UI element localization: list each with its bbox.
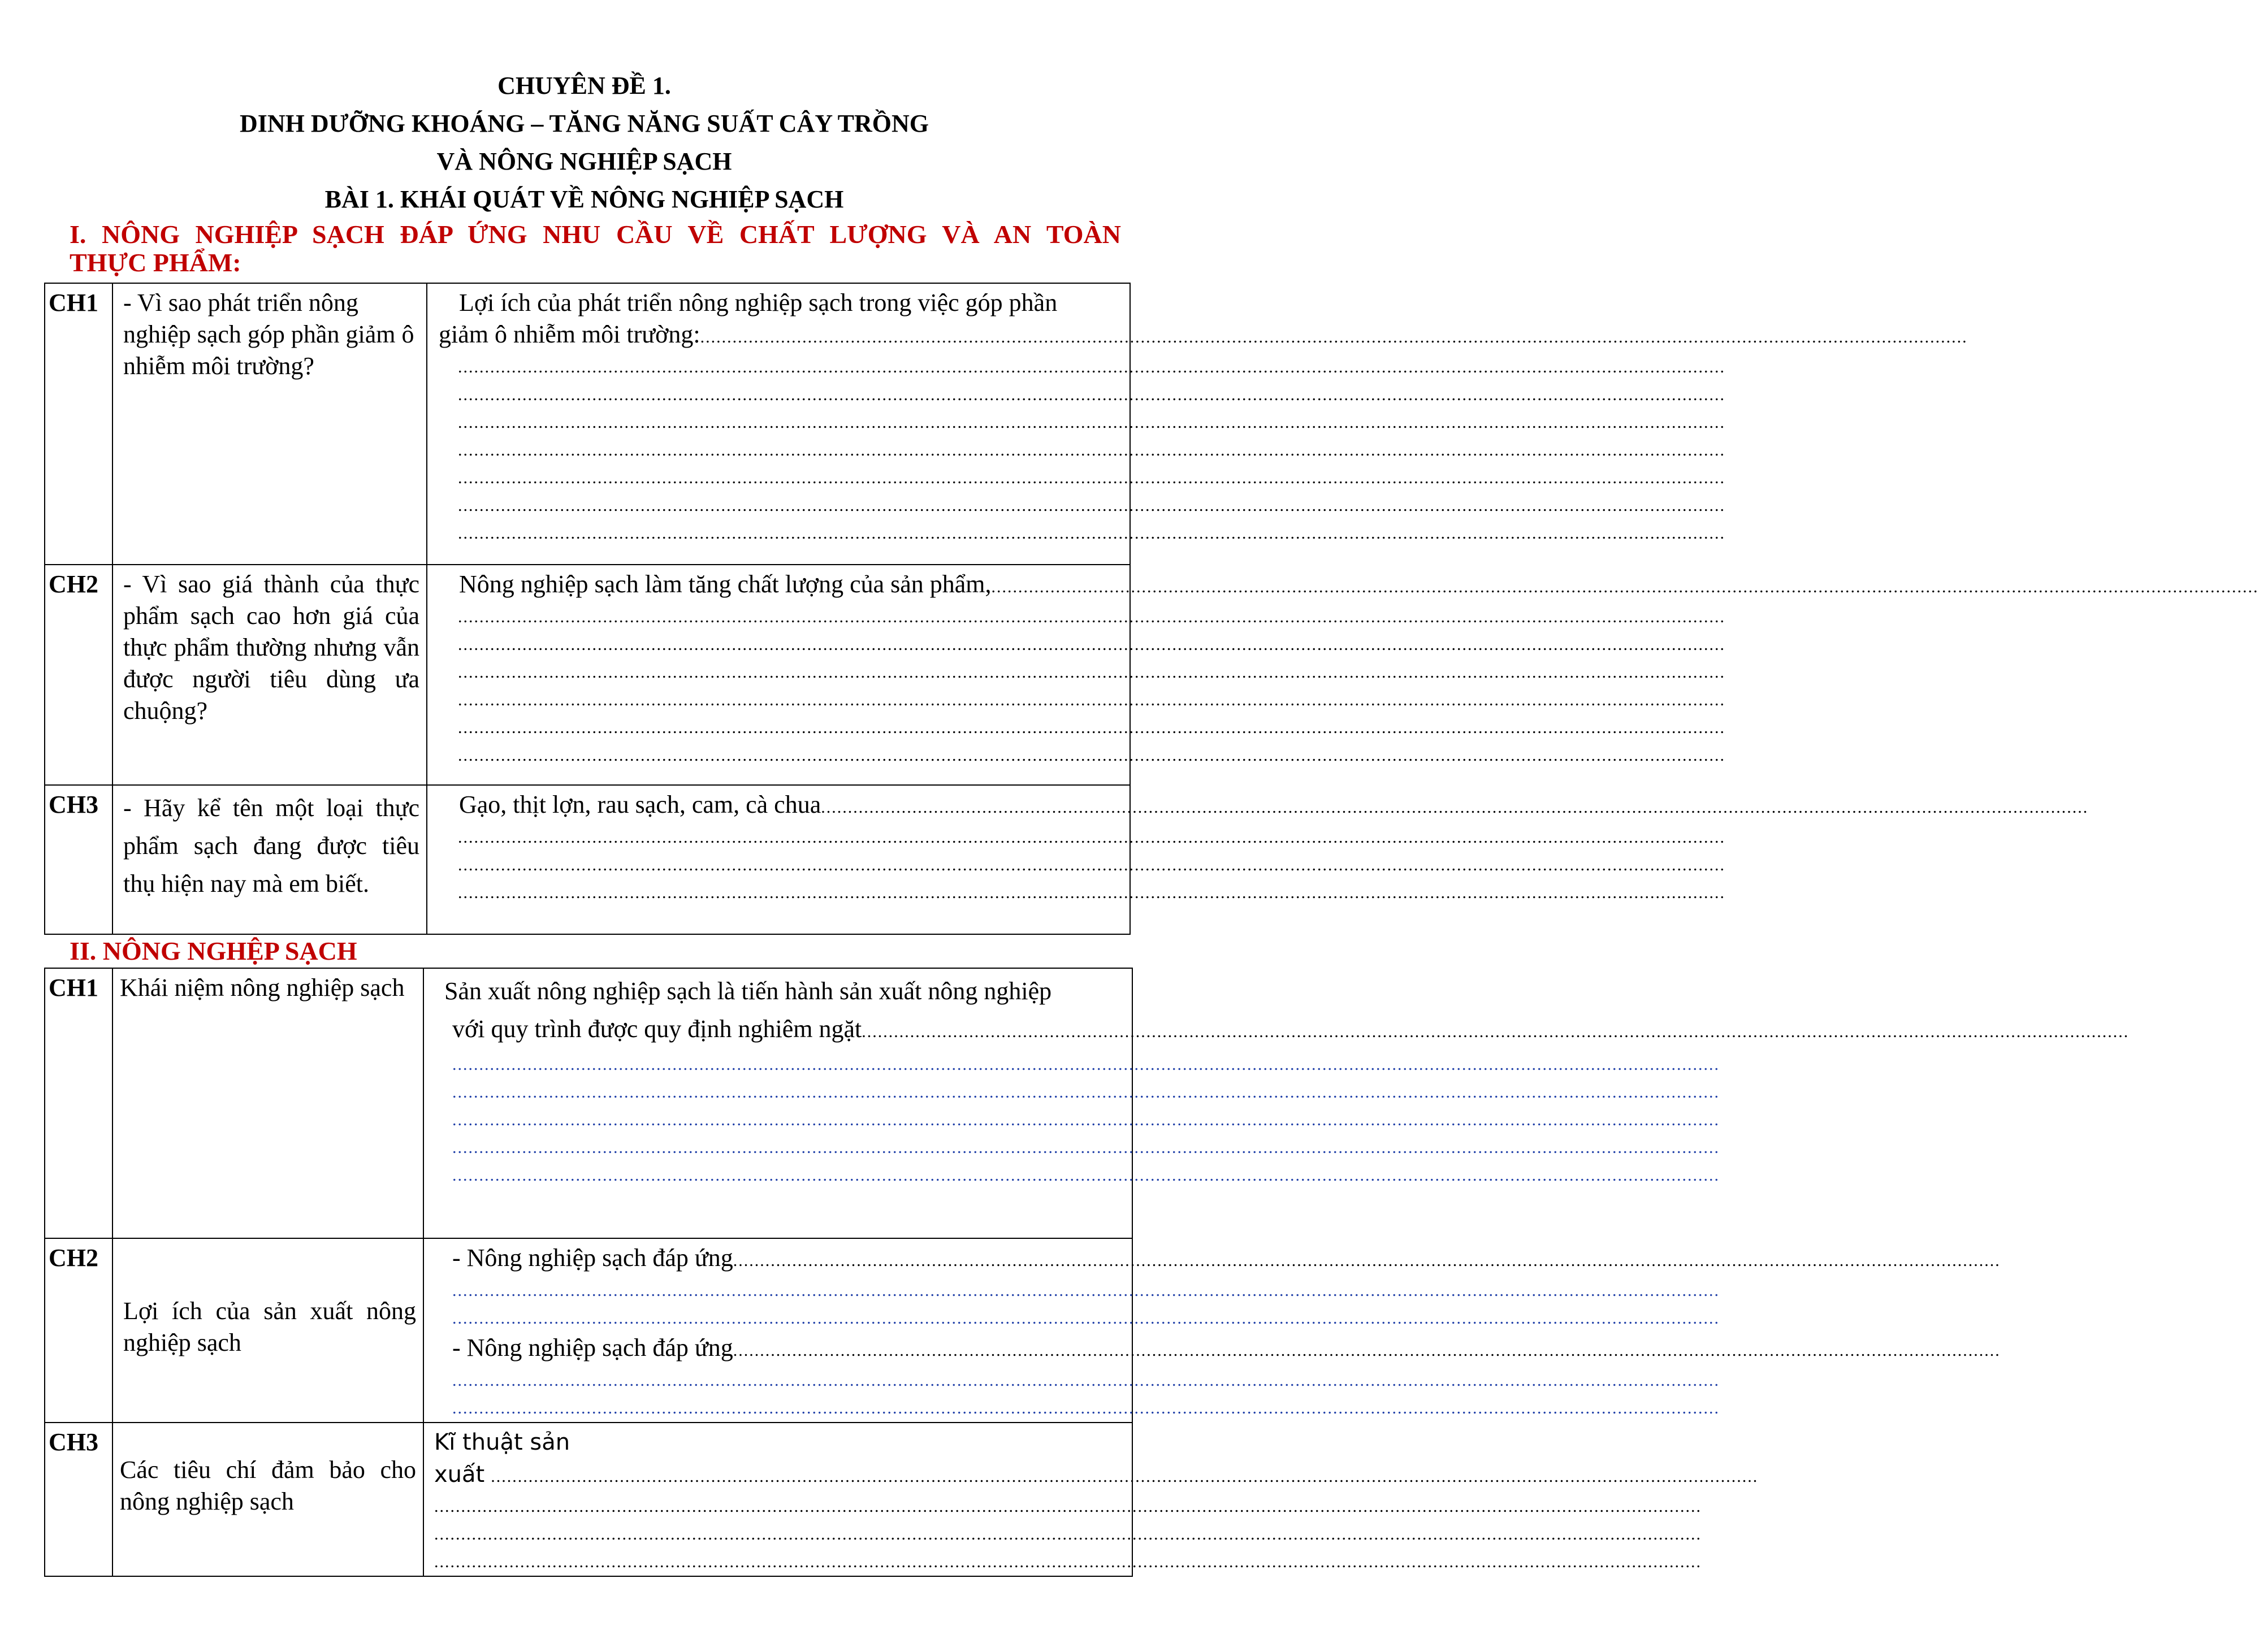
answer-blank-line: ............................................................................................................................................................................................................................................ [452, 1399, 1720, 1417]
answer-blank-line: ............................................................................................................................................................................................................................................ [458, 663, 1725, 682]
section2-table [44, 968, 2130, 1577]
question-code: CH1 [45, 283, 112, 565]
question-text: Các tiêu chí đảm bảo cho nông nghiệp sạch [112, 1423, 423, 1576]
answer-prompt-line: xuất ............................................................................................................................................................................................................................................ [434, 1462, 1759, 1488]
answer-prompt: Sản xuất nông nghiệp sạch là tiến hành sản xuất nông nghiệp [444, 977, 1052, 1005]
answer-blank-line: ............................................................................................................................................................................................................................................ [458, 856, 1725, 874]
table-row [45, 785, 1130, 934]
answer-prompt: Lợi ích của phát triển nông nghiệp sạch trong việc góp phần [459, 289, 1058, 316]
table-row [45, 968, 1132, 1238]
answer-blank-line: ............................................................................................................................................................................................................................................ [452, 1371, 1720, 1390]
answer-blank-line: ............................................................................................................................................................................................................................................ [458, 883, 1725, 902]
answer-blank-line: ............................................................................................................................................................................................................................................ [452, 1281, 1720, 1300]
answer-prompt-line: giảm ô nhiễm môi trường:............................................................................................................................................................................................................................................ [439, 320, 1968, 348]
answer-blank-line: ............................................................................................................................................................................................................................................ [452, 1083, 1720, 1102]
document-title [0, 67, 1169, 218]
question-text: Lợi ích của sản xuất nông nghiệp sạch [112, 1238, 423, 1423]
answer-blank-line: ............................................................................................................................................................................................................................................ [458, 358, 1725, 376]
table-row [45, 565, 1130, 785]
title-topic: CHUYÊN ĐỀ 1. [497, 72, 671, 99]
answer-blank-line: ............................................................................................................................................................................................................................................ [452, 1111, 1720, 1129]
question-code: CH2 [45, 1238, 112, 1423]
answer-blank-line: ............................................................................................................................................................................................................................................ [452, 1055, 1720, 1074]
table-row [45, 1423, 1132, 1576]
answer-blank-line: ............................................................................................................................................................................................................................................ [458, 718, 1725, 737]
answer-blank-line: ............................................................................................................................................................................................................................................ [458, 524, 1725, 543]
answer-prompt-line: Gạo, thịt lợn, rau sạch, cam, cà chua............................................................................................................................................................................................................................................ [459, 791, 2089, 818]
question-text: - Vì sao phát triển nông nghiệp sạch góp phần giảm ô nhiễm môi trường? [112, 283, 427, 565]
question-text: - Vì sao giá thành của thực phẩm sạch cao hơn giá của thực phẩm thường nhưng vẫn được người tiêu dùng ưa chuộng? [112, 565, 427, 785]
answer-cell[interactable] [427, 785, 2089, 934]
answer-blank-line: ............................................................................................................................................................................................................................................ [458, 608, 1725, 626]
answer-blank-line: ............................................................................................................................................................................................................................................ [458, 746, 1725, 765]
section2-heading: II. NÔNG NGHỆP SẠCH [70, 936, 357, 965]
section1-table [44, 283, 2259, 935]
answer-prompt-line: Nông nghiệp sạch làm tăng chất lượng của sản phẩm,............................................................................................................................................................................................................................................ [459, 570, 2259, 598]
answer-blank-line: ............................................................................................................................................................................................................................................ [458, 828, 1725, 847]
answer-blank-line: ............................................................................................................................................................................................................................................ [458, 635, 1725, 654]
table-row [45, 1238, 1132, 1423]
answer-blank-line: ............................................................................................................................................................................................................................................ [458, 441, 1725, 459]
question-code: CH1 [45, 968, 112, 1238]
answer-prompt: Kĩ thuật sản [434, 1429, 570, 1455]
section1-heading-cont: THỰC PHẨM: [70, 248, 241, 277]
answer-cell[interactable] [427, 565, 2259, 785]
answer-blank-line: ............................................................................................................................................................................................................................................ [452, 1166, 1720, 1185]
answer-blank-line: ............................................................................................................................................................................................................................................ [458, 469, 1725, 487]
answer-prompt-line: - Nông nghiệp sạch đáp ứng............................................................................................................................................................................................................................................ [452, 1244, 2001, 1272]
question-text: - Hãy kể tên một loại thực phẩm sạch đang được tiêu thụ hiện nay mà em biết. [112, 785, 427, 934]
answer-blank-line: ............................................................................................................................................................................................................................................ [434, 1497, 1702, 1516]
question-code: CH2 [45, 565, 112, 785]
answer-prompt-line: - Nông nghiệp sạch đáp ứng............................................................................................................................................................................................................................................ [452, 1334, 2001, 1362]
question-text: Khái niệm nông nghiệp sạch [112, 968, 423, 1238]
answer-blank-line: ............................................................................................................................................................................................................................................ [452, 1138, 1720, 1157]
title-subject-line1: DINH DƯỠNG KHOÁNG – TĂNG NĂNG SUẤT CÂY TRỒNG [239, 110, 929, 137]
answer-blank-line: ............................................................................................................................................................................................................................................ [452, 1309, 1720, 1328]
answer-blank-line: ............................................................................................................................................................................................................................................ [458, 385, 1725, 404]
answer-cell[interactable] [427, 283, 1968, 565]
section1-heading: I. NÔNG NGHIỆP SẠCH ĐÁP ỨNG NHU CẦU VỀ CHẤT LƯỢNG VÀ AN TOÀN [70, 220, 1121, 249]
question-code: CH3 [45, 1423, 112, 1576]
answer-blank-line: ............................................................................................................................................................................................................................................ [458, 496, 1725, 515]
answer-blank-line: ............................................................................................................................................................................................................................................ [458, 691, 1725, 709]
answer-cell[interactable] [423, 1238, 2001, 1423]
title-subject-line2: VÀ NÔNG NGHIỆP SẠCH [436, 148, 732, 175]
answer-prompt-line: với quy trình được quy định nghiêm ngặt............................................................................................................................................................................................................................................ [452, 1015, 2130, 1043]
table-row [45, 283, 1130, 565]
answer-blank-line: ............................................................................................................................................................................................................................................ [458, 413, 1725, 432]
title-lesson: BÀI 1. KHÁI QUÁT VỀ NÔNG NGHIỆP SẠCH [324, 185, 844, 213]
answer-cell[interactable] [423, 968, 2130, 1238]
question-code: CH3 [45, 785, 112, 934]
answer-cell[interactable] [423, 1423, 1759, 1576]
answer-blank-line: ............................................................................................................................................................................................................................................ [434, 1553, 1702, 1571]
answer-blank-line: ............................................................................................................................................................................................................................................ [434, 1525, 1702, 1543]
